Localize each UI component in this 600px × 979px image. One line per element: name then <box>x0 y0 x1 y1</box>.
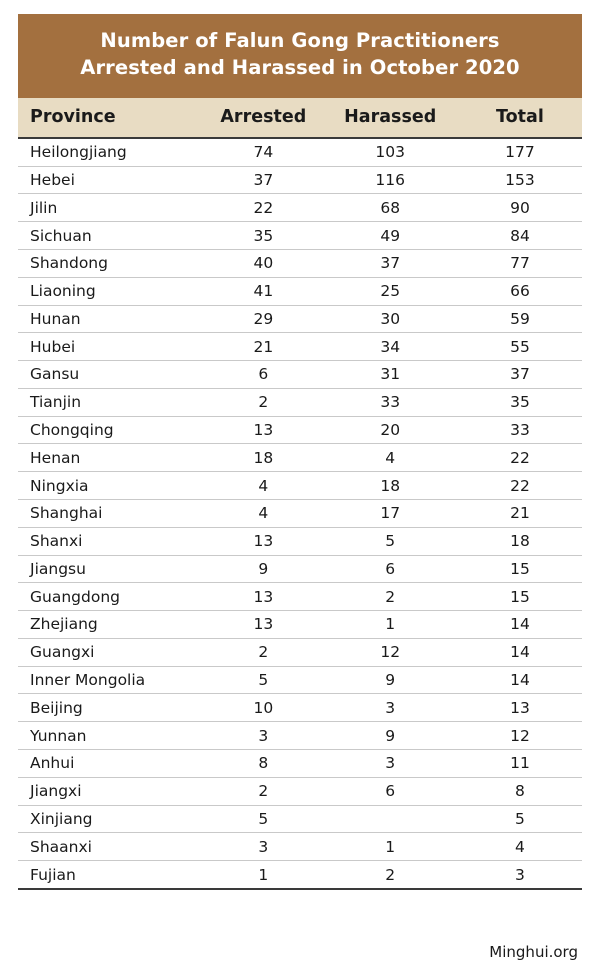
table-row <box>18 527 582 555</box>
title-line-1: Number of Falun Gong Practitioners <box>100 29 500 52</box>
cell-province: Tianjin <box>18 388 204 416</box>
cell-total: 3 <box>458 861 582 889</box>
cell-province: Shandong <box>18 249 204 277</box>
cell-province: Shaanxi <box>18 833 204 861</box>
cell-arrested: 4 <box>204 472 322 500</box>
cell-harassed <box>323 805 458 833</box>
cell-total: 84 <box>458 222 582 250</box>
cell-total: 14 <box>458 666 582 694</box>
cell-total: 153 <box>458 166 582 194</box>
table-row <box>18 249 582 277</box>
cell-total: 5 <box>458 805 582 833</box>
title-line-2: Arrested and Harassed in October 2020 <box>80 55 520 79</box>
table-row <box>18 472 582 500</box>
column-header-arrested: Arrested <box>204 98 322 138</box>
cell-arrested: 41 <box>204 277 322 305</box>
cell-harassed: 1 <box>323 833 458 861</box>
cell-arrested: 5 <box>204 805 322 833</box>
cell-total: 13 <box>458 694 582 722</box>
table-row <box>18 611 582 639</box>
cell-total: 12 <box>458 722 582 750</box>
cell-province: Hubei <box>18 333 204 361</box>
cell-arrested: 10 <box>204 694 322 722</box>
table-row <box>18 416 582 444</box>
cell-province: Ningxia <box>18 472 204 500</box>
table-container <box>18 14 582 890</box>
table-row <box>18 638 582 666</box>
cell-harassed: 103 <box>323 138 458 166</box>
table-row <box>18 777 582 805</box>
table-row <box>18 166 582 194</box>
table-row <box>18 222 582 250</box>
cell-harassed: 9 <box>323 666 458 694</box>
table-row <box>18 666 582 694</box>
table-row <box>18 833 582 861</box>
cell-total: 8 <box>458 777 582 805</box>
cell-harassed: 49 <box>323 222 458 250</box>
cell-harassed: 30 <box>323 305 458 333</box>
table-header <box>18 98 582 138</box>
cell-total: 14 <box>458 638 582 666</box>
table-row <box>18 444 582 472</box>
table-title <box>18 14 582 98</box>
cell-province: Chongqing <box>18 416 204 444</box>
cell-arrested: 74 <box>204 138 322 166</box>
table-header-row <box>18 98 582 138</box>
cell-province: Inner Mongolia <box>18 666 204 694</box>
cell-province: Sichuan <box>18 222 204 250</box>
cell-harassed: 2 <box>323 861 458 889</box>
cell-province: Fujian <box>18 861 204 889</box>
table-row <box>18 194 582 222</box>
cell-harassed: 3 <box>323 694 458 722</box>
cell-harassed: 116 <box>323 166 458 194</box>
cell-total: 18 <box>458 527 582 555</box>
cell-total: 22 <box>458 472 582 500</box>
cell-harassed: 6 <box>323 777 458 805</box>
cell-province: Jiangsu <box>18 555 204 583</box>
cell-province: Jiangxi <box>18 777 204 805</box>
table-row <box>18 499 582 527</box>
cell-total: 11 <box>458 750 582 778</box>
cell-arrested: 13 <box>204 583 322 611</box>
column-header-province: Province <box>18 98 204 138</box>
cell-arrested: 37 <box>204 166 322 194</box>
table-row <box>18 694 582 722</box>
cell-total: 59 <box>458 305 582 333</box>
cell-arrested: 13 <box>204 416 322 444</box>
cell-harassed: 2 <box>323 583 458 611</box>
table-row <box>18 138 582 166</box>
table-row <box>18 361 582 389</box>
cell-harassed: 5 <box>323 527 458 555</box>
cell-total: 15 <box>458 555 582 583</box>
cell-harassed: 33 <box>323 388 458 416</box>
table-row <box>18 333 582 361</box>
cell-arrested: 4 <box>204 499 322 527</box>
cell-arrested: 21 <box>204 333 322 361</box>
cell-harassed: 31 <box>323 361 458 389</box>
cell-harassed: 12 <box>323 638 458 666</box>
table-row <box>18 750 582 778</box>
table-row <box>18 861 582 889</box>
cell-harassed: 1 <box>323 611 458 639</box>
cell-arrested: 2 <box>204 777 322 805</box>
cell-province: Beijing <box>18 694 204 722</box>
cell-arrested: 29 <box>204 305 322 333</box>
cell-arrested: 35 <box>204 222 322 250</box>
cell-harassed: 25 <box>323 277 458 305</box>
cell-total: 177 <box>458 138 582 166</box>
cell-total: 22 <box>458 444 582 472</box>
cell-total: 15 <box>458 583 582 611</box>
table-row <box>18 555 582 583</box>
cell-province: Hebei <box>18 166 204 194</box>
cell-arrested: 3 <box>204 722 322 750</box>
cell-total: 66 <box>458 277 582 305</box>
cell-harassed: 20 <box>323 416 458 444</box>
cell-harassed: 6 <box>323 555 458 583</box>
cell-arrested: 6 <box>204 361 322 389</box>
cell-province: Henan <box>18 444 204 472</box>
cell-province: Gansu <box>18 361 204 389</box>
cell-harassed: 17 <box>323 499 458 527</box>
cell-province: Shanxi <box>18 527 204 555</box>
table-row <box>18 388 582 416</box>
cell-arrested: 22 <box>204 194 322 222</box>
cell-province: Shanghai <box>18 499 204 527</box>
cell-arrested: 18 <box>204 444 322 472</box>
cell-total: 37 <box>458 361 582 389</box>
source-attribution: Minghui.org <box>489 943 578 961</box>
cell-province: Guangdong <box>18 583 204 611</box>
cell-arrested: 2 <box>204 388 322 416</box>
cell-total: 77 <box>458 249 582 277</box>
table-row <box>18 805 582 833</box>
column-header-harassed: Harassed <box>323 98 458 138</box>
cell-province: Xinjiang <box>18 805 204 833</box>
cell-total: 14 <box>458 611 582 639</box>
cell-province: Yunnan <box>18 722 204 750</box>
cell-total: 4 <box>458 833 582 861</box>
table-body <box>18 138 582 889</box>
statistics-table <box>18 98 582 890</box>
cell-arrested: 5 <box>204 666 322 694</box>
table-row <box>18 583 582 611</box>
cell-arrested: 40 <box>204 249 322 277</box>
cell-province: Anhui <box>18 750 204 778</box>
table-row <box>18 305 582 333</box>
cell-province: Zhejiang <box>18 611 204 639</box>
table-row <box>18 277 582 305</box>
cell-arrested: 1 <box>204 861 322 889</box>
cell-province: Guangxi <box>18 638 204 666</box>
cell-arrested: 2 <box>204 638 322 666</box>
cell-province: Heilongjiang <box>18 138 204 166</box>
cell-total: 21 <box>458 499 582 527</box>
cell-arrested: 9 <box>204 555 322 583</box>
cell-harassed: 34 <box>323 333 458 361</box>
cell-arrested: 13 <box>204 527 322 555</box>
cell-arrested: 3 <box>204 833 322 861</box>
cell-province: Liaoning <box>18 277 204 305</box>
cell-arrested: 13 <box>204 611 322 639</box>
cell-arrested: 8 <box>204 750 322 778</box>
cell-harassed: 4 <box>323 444 458 472</box>
cell-harassed: 3 <box>323 750 458 778</box>
cell-total: 33 <box>458 416 582 444</box>
cell-province: Hunan <box>18 305 204 333</box>
cell-province: Jilin <box>18 194 204 222</box>
column-header-total: Total <box>458 98 582 138</box>
cell-harassed: 37 <box>323 249 458 277</box>
cell-harassed: 18 <box>323 472 458 500</box>
table-row <box>18 722 582 750</box>
cell-total: 35 <box>458 388 582 416</box>
cell-harassed: 9 <box>323 722 458 750</box>
cell-total: 55 <box>458 333 582 361</box>
cell-total: 90 <box>458 194 582 222</box>
cell-harassed: 68 <box>323 194 458 222</box>
